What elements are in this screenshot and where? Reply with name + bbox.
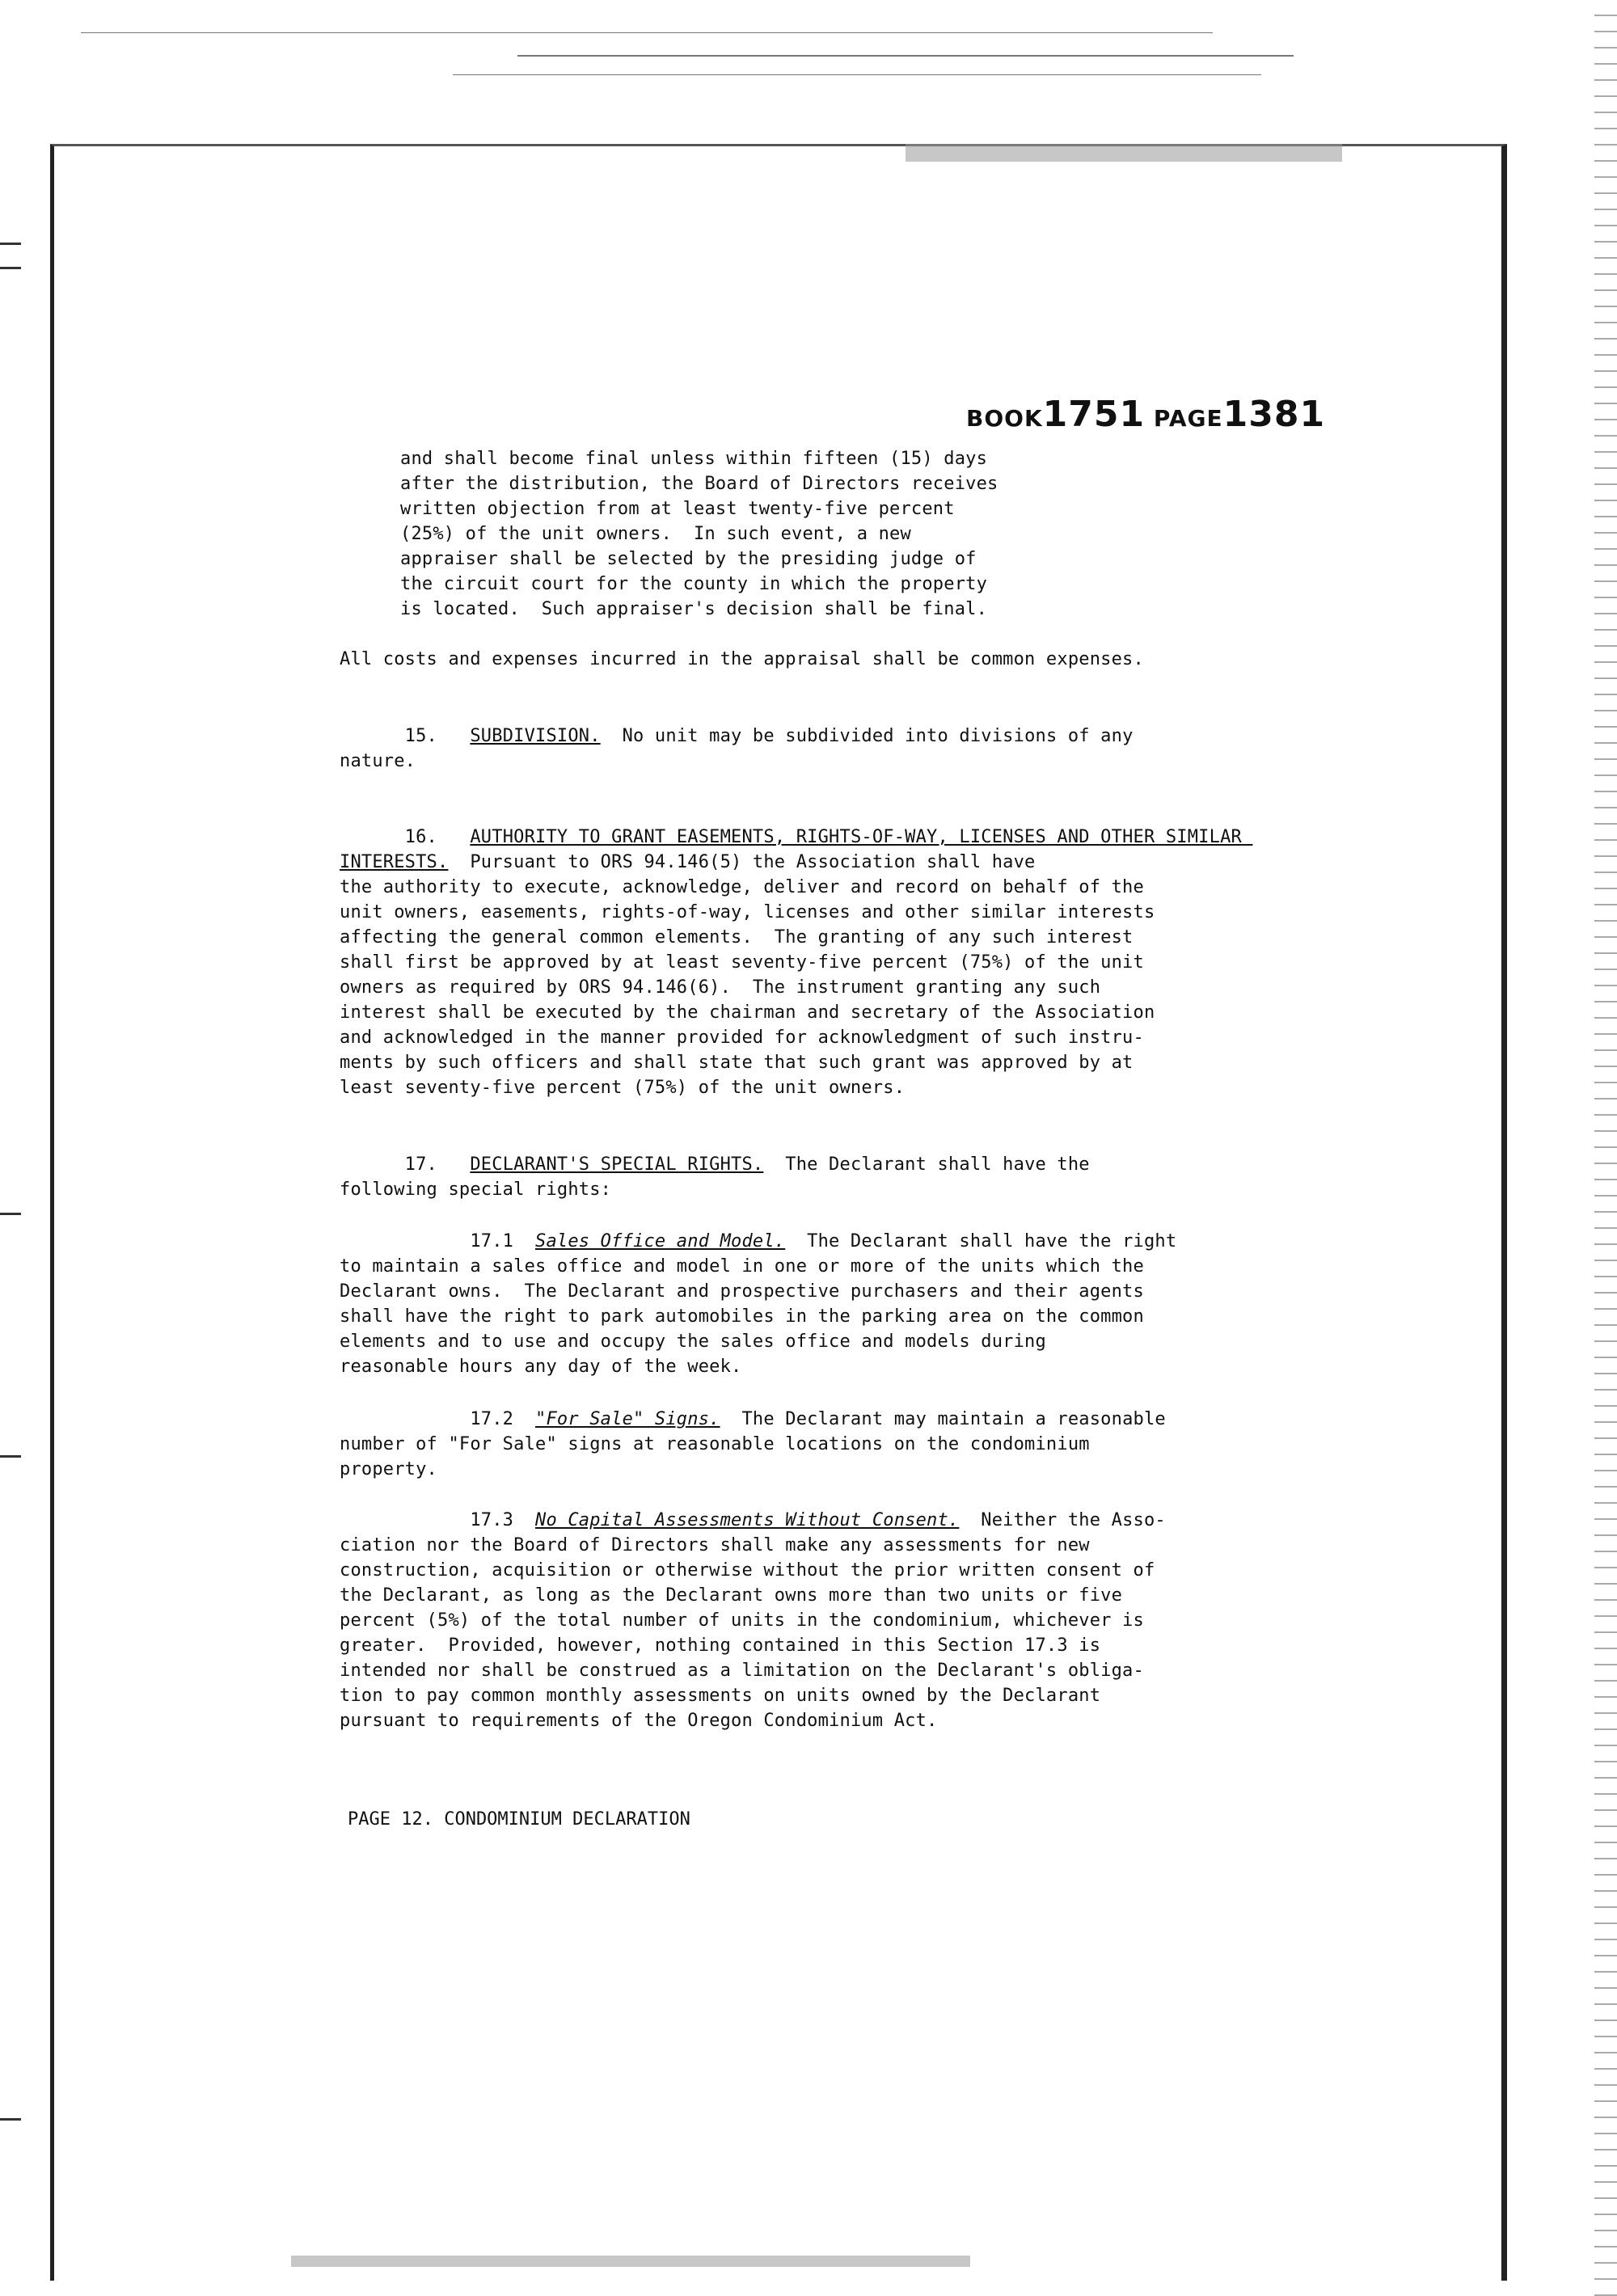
section-16 [340, 825, 1350, 1100]
section-number: 17. [404, 1154, 438, 1175]
scan-speck [906, 144, 1342, 162]
section-17-1 [340, 1229, 1350, 1379]
section-body: The Declarant shall have the following special rights: [340, 1154, 1090, 1200]
section-body: No unit may be subdivided into divisions of any nature. [340, 726, 1134, 771]
section-15 [340, 724, 1350, 774]
section-body: The Declarant may maintain a reasonable number of "For Sale" signs at reasonable locations on the condominium property. [340, 1409, 1166, 1479]
continuation-paragraph: and shall become final unless within fifteen (15) days after the distribution, the Board of Directors receives written objection from at least twenty-five percent (25%) of the unit owners. In such event, a new appraiser shall be selected by the presiding judge of the circuit court for the county in which the property is located. Such appraiser's decision shall be final. [400, 449, 998, 619]
edge-mark [0, 267, 21, 269]
page-footer: PAGE 12. CONDOMINIUM DECLARATION [348, 1809, 690, 1830]
scan-speck [291, 2256, 970, 2267]
section-17 [340, 1152, 1350, 1202]
section-number: 17.2 [470, 1409, 514, 1429]
section-number: 15. [404, 726, 438, 746]
edge-mark [0, 1213, 21, 1215]
edge-mark [0, 2118, 21, 2121]
section-heading: Sales Office and Model. [535, 1231, 786, 1251]
section-body: Neither the Asso- ciation nor the Board of Directors shall make any assessments for new construction, acquisition or otherwise without the prior written consent of the Declarant, as long as the Declarant owns more than two units or five percent (5%) of the total number of units in the condominium, whichever is greater. Provided, however, nothing contained in this Section 17.3 is intended nor shall be construed as a limitation on the Declarant's obliga- tion to pay common monthly assessments on units owned by the Declarant pursuant to requirements of the Oregon Condominium Act. [340, 1510, 1166, 1731]
page-label: PAGE [1153, 405, 1223, 432]
section-body: Pursuant to ORS 94.146(5) the Association shall have the authority to execute, acknowledge, deliver and record on behalf of the unit owners, easements, rights-of-way, licenses and other similar interests affecting the general common elements. The granting of any such interest shall first be approved by at least seventy-five percent (75%) of the unit owners as required by ORS 94.146(6). The instrument granting any such interest shall be executed by the chairman and secretary of the Association and acknowledged in the manner provided for acknowledgment of such instru- ments by such officers and shall state that such grant was approved by at least seventy-five percent (75%) of the unit owners. [340, 852, 1155, 1098]
section-number: 16. [404, 827, 438, 847]
section-body: The Declarant shall have the right to maintain a sales office and model in one or more of the units which the Declarant owns. The Declarant and prospective purchasers and their agents shall have the right to park automobiles in the parking area on the common elements and to use and occupy the sales office and models during reasonable hours any day of the week. [340, 1231, 1177, 1377]
edge-mark [0, 243, 21, 245]
section-17-2 [340, 1407, 1350, 1482]
scan-rule-top-2 [517, 55, 1294, 57]
section-heading: No Capital Assessments Without Consent. [535, 1510, 960, 1530]
book-number: 1751 [1042, 394, 1146, 435]
costs-paragraph: All costs and expenses incurred in the appraisal shall be common expenses. [340, 649, 1144, 669]
scan-rule-top-3 [453, 74, 1261, 75]
book-label: BOOK [966, 405, 1043, 432]
section-heading: SUBDIVISION. [470, 726, 601, 746]
section-heading: DECLARANT'S SPECIAL RIGHTS. [470, 1154, 764, 1175]
section-number: 17.1 [470, 1231, 514, 1251]
edge-mark [0, 1455, 21, 1458]
section-heading: AUTHORITY TO GRANT EASEMENTS, RIGHTS-OF-WAY, LICENSES AND OTHER SIMILAR INTERESTS. [340, 827, 1253, 872]
section-17-3 [340, 1508, 1350, 1733]
scan-rule-top [81, 32, 1213, 33]
section-heading: "For Sale" Signs. [535, 1409, 720, 1429]
section-number: 17.3 [470, 1510, 514, 1530]
book-page-reference [966, 394, 1325, 435]
page-number: 1381 [1222, 394, 1326, 435]
scan-edge-strip [1594, 0, 1617, 2296]
